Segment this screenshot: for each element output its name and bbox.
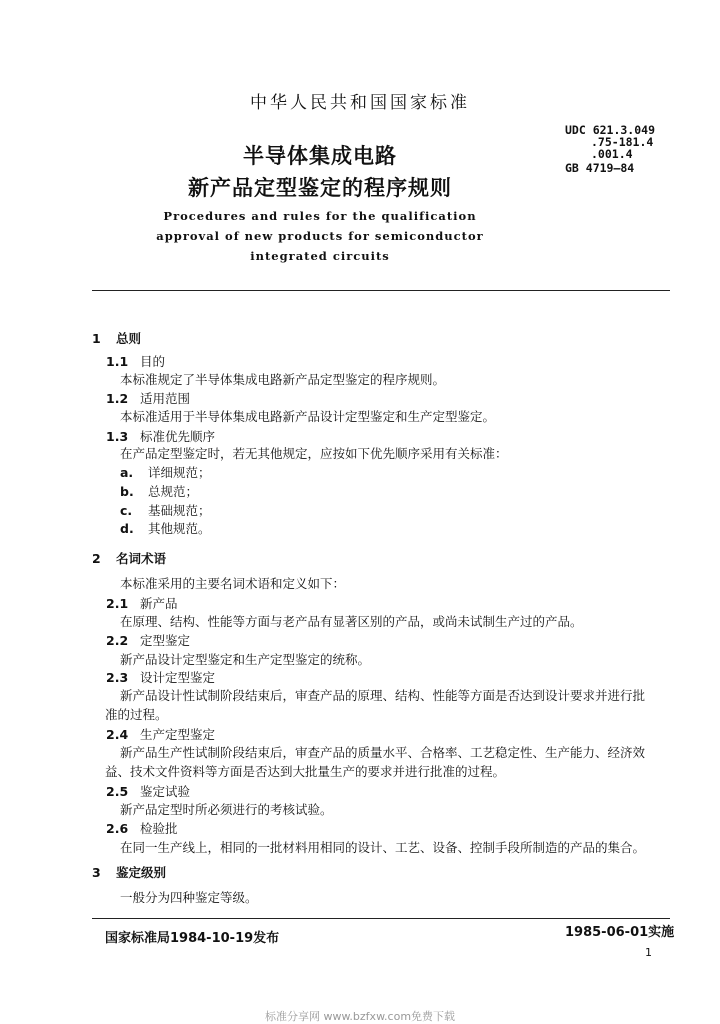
section-number: 2.1: [106, 596, 129, 611]
section-number: 2.5: [106, 784, 129, 799]
section-title: 生产定型鉴定: [140, 727, 216, 742]
section-2-2-heading: [106, 633, 190, 649]
english-title-line-3: integrated circuits: [250, 249, 390, 263]
section-number: 1: [92, 331, 101, 346]
section-2-5-text: 新产品定型时所必须进行的考核试验。: [120, 802, 333, 817]
national-standard-heading: 中华人民共和国国家标准: [250, 93, 470, 113]
issue-date: 国家标准局1984-10-19发布: [105, 931, 280, 946]
source-watermark: 标准分享网 www.bzfxw.com免费下载: [264, 1010, 456, 1023]
list-item-marker: d.: [120, 521, 134, 536]
list-item-marker: c.: [120, 503, 133, 518]
udc-code-block: [565, 124, 655, 174]
gb-number: GB 4719—84: [565, 161, 635, 175]
section-1-1-text: 本标准规定了半导体集成电路新产品定型鉴定的程序规则。: [120, 372, 446, 387]
section-number: 1.3: [106, 429, 129, 444]
section-title: 设计定型鉴定: [140, 670, 216, 685]
section-2-1-text: 在原理、结构、性能等方面与老产品有显著区别的产品，或尚未试制生产过的产品。: [120, 614, 583, 629]
section-3-text: 一般分为四种鉴定等级。: [120, 890, 258, 905]
bottom-divider: [92, 918, 670, 919]
list-item: [120, 503, 211, 519]
section-title: 检验批: [140, 821, 178, 836]
section-2-6-text: 在同一生产线上，相同的一批材料用相同的设计、工艺、设备、控制手段所制造的产品的集合。: [120, 840, 646, 855]
english-title-line-1: Procedures and rules for the qualification: [163, 209, 477, 223]
section-title: 鉴定级别: [116, 865, 167, 880]
section-number: 3: [92, 865, 101, 880]
section-1-2-text: 本标准适用于半导体集成电路新产品设计定型鉴定和生产定型鉴定。: [120, 409, 496, 424]
section-number: 2.2: [106, 633, 129, 648]
section-number: 1.2: [106, 391, 129, 406]
title-line-2: 新产品定型鉴定的程序规则: [188, 176, 452, 200]
list-item-text: 总规范；: [148, 484, 199, 499]
page-number: 1: [645, 946, 652, 959]
english-title-line-2: approval of new products for semiconductor: [156, 229, 484, 243]
section-1-heading: [92, 331, 141, 347]
section-2-1-heading: [106, 596, 178, 612]
udc-line-1: UDC 621.3.049: [565, 123, 656, 137]
section-2-intro: 本标准采用的主要名词术语和定义如下：: [120, 576, 346, 591]
section-2-4-heading: [106, 727, 215, 743]
section-number: 2: [92, 551, 101, 566]
section-3-heading: [92, 865, 166, 881]
section-number: 2.4: [106, 727, 129, 742]
list-item: [120, 521, 211, 537]
section-1-2-heading: [106, 391, 190, 407]
section-title: 标准优先顺序: [140, 429, 216, 444]
title-line-1: 半导体集成电路: [243, 144, 397, 168]
section-1-1-heading: [106, 354, 165, 370]
section-title: 名词术语: [116, 551, 167, 566]
section-2-4-text-line-2: 益、技术文件资料等方面是否达到大批量生产的要求并进行批准的过程。: [105, 764, 506, 779]
udc-line-2: .75-181.4: [591, 135, 654, 149]
section-title: 目的: [140, 354, 166, 369]
section-2-3-heading: [106, 670, 215, 686]
section-2-heading: [92, 551, 166, 567]
section-2-3-text-line-2: 准的过程。: [105, 707, 168, 722]
list-item: [120, 484, 198, 500]
section-2-2-text: 新产品设计定型鉴定和生产定型鉴定的统称。: [120, 652, 371, 667]
section-title: 总则: [116, 331, 142, 346]
list-item-marker: b.: [120, 484, 134, 499]
effective-date: 1985-06-01实施: [565, 925, 675, 940]
list-item-marker: a.: [120, 465, 134, 480]
section-title: 新产品: [140, 596, 178, 611]
list-item: [120, 465, 211, 481]
section-2-4-text-line-1: 新产品生产性试制阶段结束后，审查产品的质量水平、合格率、工艺稳定性、生产能力、经济效: [120, 745, 646, 760]
list-item-text: 其他规范。: [148, 521, 211, 536]
section-number: 1.1: [106, 354, 129, 369]
list-item-text: 基础规范；: [148, 503, 211, 518]
top-divider: [92, 290, 670, 291]
list-item-text: 详细规范；: [148, 465, 211, 480]
section-title: 鉴定试验: [140, 784, 191, 799]
section-2-3-text-line-1: 新产品设计性试制阶段结束后，审查产品的原理、结构、性能等方面是否达到设计要求并进行批: [120, 688, 646, 703]
section-1-3-text: 在产品定型鉴定时，若无其他规定，应按如下优先顺序采用有关标准：: [120, 446, 508, 461]
section-title: 适用范围: [140, 391, 191, 406]
udc-line-3: .001.4: [591, 147, 633, 161]
section-title: 定型鉴定: [140, 633, 191, 648]
section-2-5-heading: [106, 784, 190, 800]
section-2-6-heading: [106, 821, 178, 837]
section-1-3-heading: [106, 429, 215, 445]
section-number: 2.6: [106, 821, 129, 836]
section-number: 2.3: [106, 670, 129, 685]
